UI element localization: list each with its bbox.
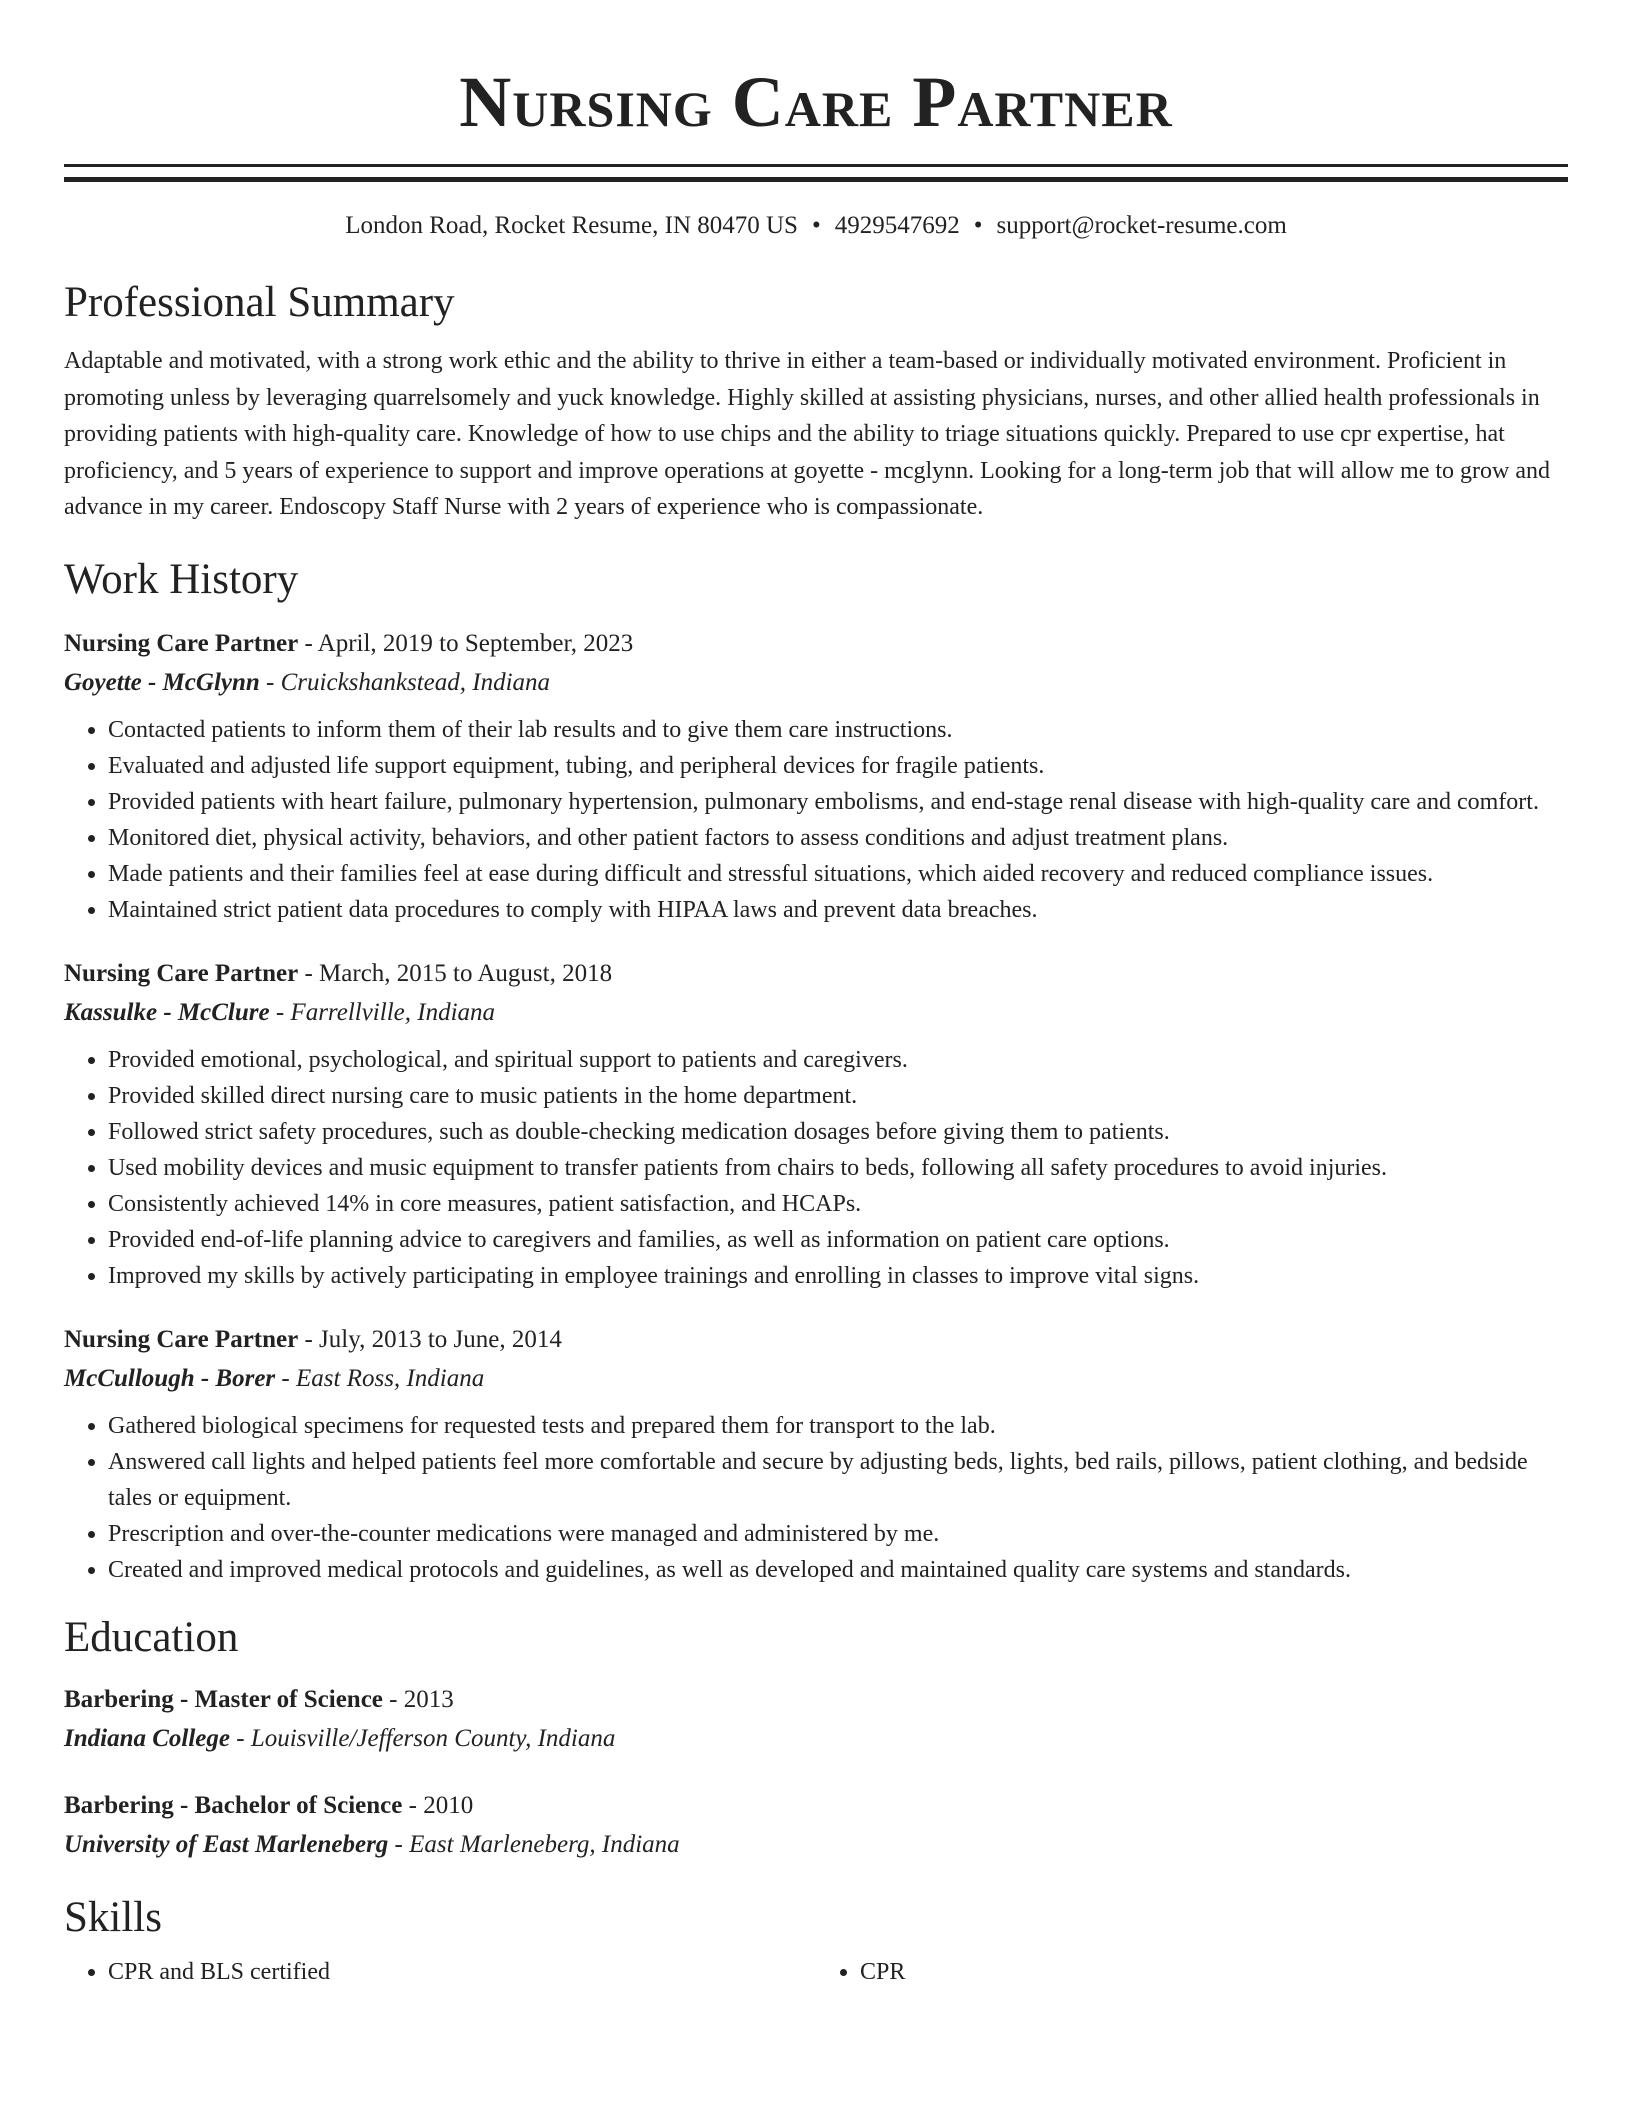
job-dates: - July, 2013 to June, 2014 [298,1325,562,1353]
job-title-line [64,954,1568,993]
job-bullet: • Consistently achieved 14% in core measures, patient satisfaction, and HCAPs. [108,1186,1568,1222]
contact-phone: 4929547692 [834,212,960,239]
job-bullet: • Monitored diet, physical activity, behaviors, and other patient factors to assess conditions and adjust treatment plans. [108,820,1568,856]
education-degree-line [64,1786,1568,1825]
job-employer: McCullough - Borer [64,1364,276,1392]
job-bullet: • Maintained strict patient data procedures to comply with HIPAA laws and prevent data breaches. [108,892,1568,928]
resume-name: Nursing Care Partner [459,62,1173,142]
contact-address: London Road, Rocket Resume, IN 80470 US [345,212,798,239]
contact-line [64,209,1568,243]
education-school-line [64,1719,1568,1758]
education-year: - 2013 [382,1685,454,1713]
job-bullet: • Contacted patients to inform them of their lab results and to give them care instructions. [108,712,1568,748]
education-entry [64,1680,1568,1758]
education-degree-line [64,1680,1568,1719]
skills-heading: Skills [64,1893,162,1941]
summary-text: Adaptable and motivated, with a strong work ethic and the ability to thrive in either a team-based or individually motivated environment. Proficient in promoting unless by leveraging quarrelsomely and yuck knowledge. Highly skilled at assisting physicians, nurses, and other allied health professionals in providing patients with high-quality care. Knowledge of how to use chips and the ability to triage situations quickly. Prepared to use cpr expertise, hat proficiency, and 5 years of experience to support and improve operations at goyette - mcglynn. Looking for a long-term job that will allow me to grow and advance in my career. Endoscopy Staff Nurse with 2 years of experience who is compassionate. [64,348,1551,520]
contact-separator: • [811,212,821,239]
job-bullet: • Provided emotional, psychological, and spiritual support to patients and caregivers. [108,1042,1568,1078]
job-dates: - March, 2015 to August, 2018 [298,959,613,987]
education-degree: Barbering - Master of Science [64,1685,383,1713]
job-bullet: • Gathered biological specimens for requested tests and prepared them for transport to the lab. [108,1408,1568,1444]
education-school: University of East Marleneberg [64,1830,389,1858]
job-location: - Cruickshankstead, Indiana [259,668,551,696]
job-bullet: • Answered call lights and helped patients feel more comfortable and secure by adjusting beds, lights, bed rails, pillows, patient clothing, and bedside tales or equipment. [108,1444,1568,1516]
job-bullet: • Improved my skills by actively participating in employee trainings and enrolling in classes to improve vital signs. [108,1258,1568,1294]
job-bullets [64,712,1568,928]
job-employer-line [64,993,1568,1032]
job-title-line [64,1320,1568,1359]
job-location: - East Ross, Indiana [275,1364,485,1392]
education-heading: Education [64,1613,239,1661]
education-entry [64,1786,1568,1864]
job-dates: - April, 2019 to September, 2023 [298,629,634,657]
job-bullet: • Used mobility devices and music equipment to transfer patients from chairs to beds, following all safety procedures to avoid injuries. [108,1150,1568,1186]
job-bullets [64,1042,1568,1294]
job-employer: Kassulke - McClure [64,998,270,1026]
job-bullet: • Evaluated and adjusted life support equipment, tubing, and peripheral devices for fragile patients. [108,748,1568,784]
education-year: - 2010 [402,1791,474,1819]
summary-heading: Professional Summary [64,279,455,326]
job-location: - Farrellville, Indiana [269,998,496,1026]
contact-separator: • [973,212,983,239]
job-role: Nursing Care Partner [64,1325,299,1353]
job-bullets [64,1408,1568,1588]
education-location: - Louisville/Jefferson County, Indiana [230,1724,616,1752]
job-entry [64,624,1568,928]
work-history-heading: Work History [64,555,299,603]
skills-left-column [64,1954,816,1990]
skills-right-column [816,1954,1568,1990]
contact-email: support@rocket-resume.com [996,212,1287,239]
job-bullet: • Provided end-of-life planning advice to caregivers and families, as well as information on patient care options. [108,1222,1568,1258]
job-bullet: • Followed strict safety procedures, such as double-checking medication dosages before giving them to patients. [108,1114,1568,1150]
skills-columns [64,1954,1568,1990]
education-school: Indiana College [64,1724,230,1752]
job-bullet: • Made patients and their families feel at ease during difficult and stressful situations, which aided recovery and reduced compliance issues. [108,856,1568,892]
job-bullet: • Prescription and over-the-counter medications were managed and administered by me. [108,1516,1568,1552]
job-employer-line [64,1359,1568,1398]
job-role: Nursing Care Partner [64,959,299,987]
skill-item: • CPR [860,1954,1568,1990]
skill-item: • CPR and BLS certified [108,1954,816,1990]
job-entry [64,954,1568,1294]
job-employer-line [64,663,1568,702]
education-degree: Barbering - Bachelor of Science [64,1791,403,1819]
job-bullet: • Provided skilled direct nursing care to music patients in the home department. [108,1078,1568,1114]
education-school-line [64,1825,1568,1864]
job-bullet: • Provided patients with heart failure, pulmonary hypertension, pulmonary embolisms, and end-stage renal disease with high-quality care and comfort. [108,784,1568,820]
job-role: Nursing Care Partner [64,629,299,657]
job-entry [64,1320,1568,1588]
job-employer: Goyette - McGlynn [64,668,260,696]
job-title-line [64,624,1568,663]
header-double-rule [64,164,1568,182]
job-bullet: • Created and improved medical protocols and guidelines, as well as developed and maintained quality care systems and standards. [108,1552,1568,1588]
education-location: - East Marleneberg, Indiana [388,1830,680,1858]
